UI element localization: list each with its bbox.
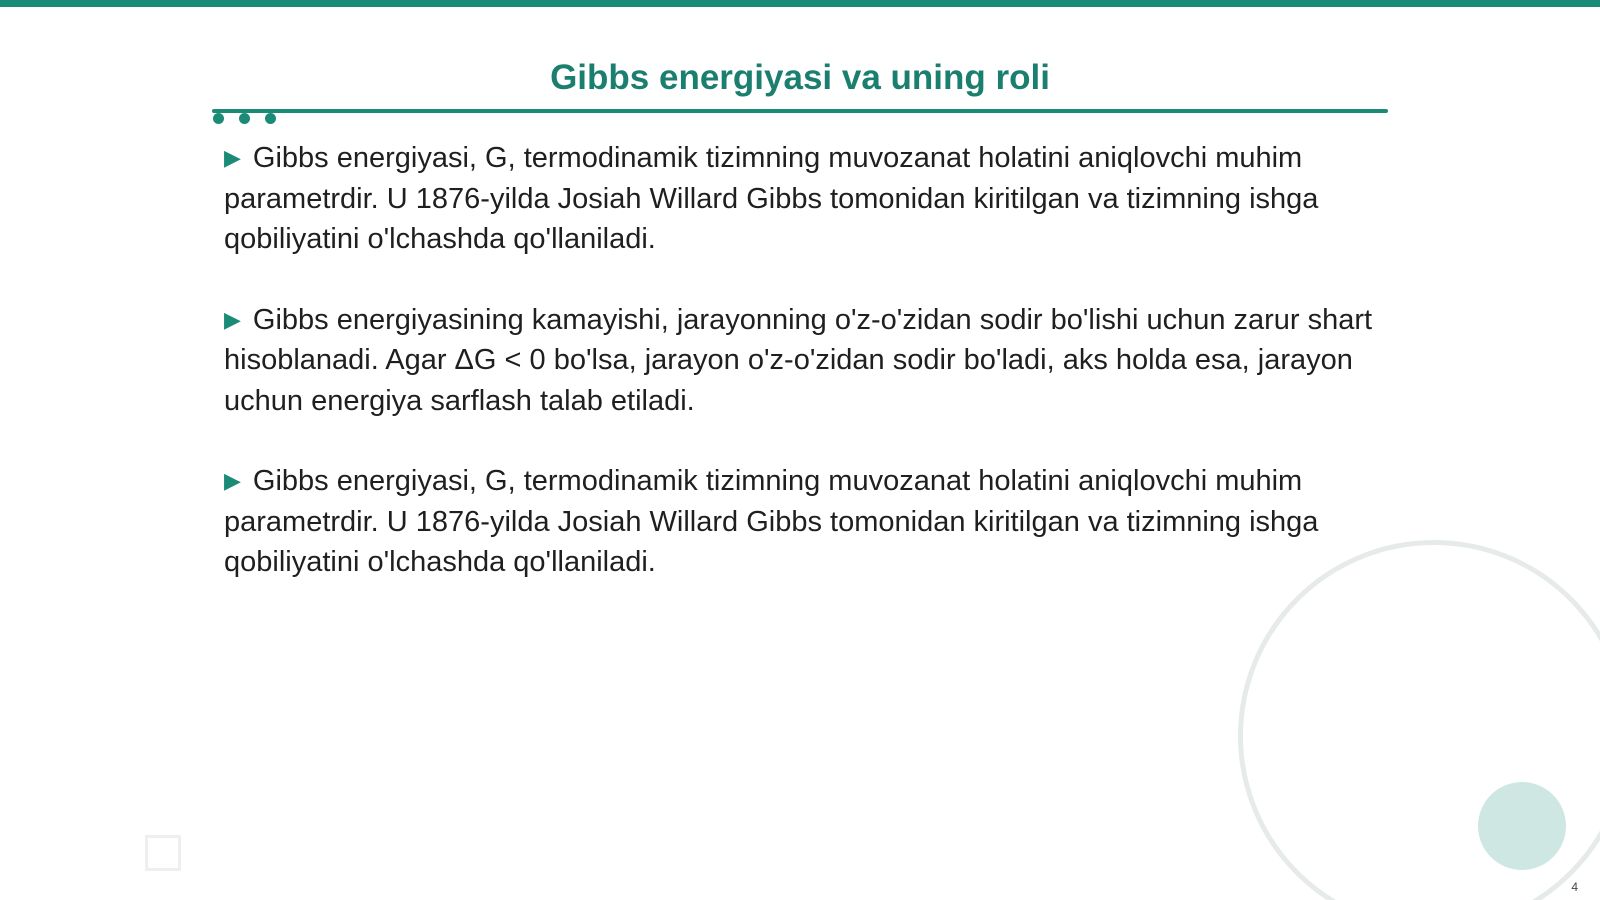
decor-dot: [213, 113, 224, 124]
bullet-text: Gibbs energiyasi, G, termodinamik tizimning muvozanat holatini aniqlovchi muhim parametrdir. U 1876-yilda Josiah Willard Gibbs tomonidan kiritilgan va tizimning ishga qobiliyatini o'lchashda qo'llaniladi.: [224, 142, 1319, 255]
slide-title: Gibbs energiyasi va uning roli: [550, 58, 1050, 97]
top-accent-bar: [0, 0, 1600, 7]
bullet-item: [224, 300, 1384, 422]
bullet-arrow-icon: ▶: [224, 468, 241, 493]
decor-square: [145, 835, 181, 871]
bullet-arrow-icon: ▶: [224, 306, 241, 332]
decor-circle: [1478, 782, 1566, 870]
bullet-text: Gibbs energiyasi, G, termodinamik tizimning muvozanat holatini aniqlovchi muhim parametrdir. U 1876-yilda Josiah Willard Gibbs tomonidan kiritilgan va tizimning ishga qobiliyatini o'lchashda qo'llaniladi.: [224, 465, 1319, 578]
bullet-item: [224, 138, 1384, 260]
page-number: 4: [1571, 880, 1578, 894]
bullet-list: [224, 138, 1384, 623]
title-underline: [212, 109, 1388, 113]
decor-dot: [239, 113, 250, 124]
bullet-item: [224, 461, 1384, 583]
bullet-arrow-icon: ▶: [224, 145, 241, 170]
decor-dot: [265, 113, 276, 124]
bullet-text: Gibbs energiyasining kamayishi, jarayonning o'z-o'zidan sodir bo'lishi uchun zarur shart hisoblanadi. Agar ΔG < 0 bo'lsa, jarayon o'z-o'zidan sodir bo'ladi, aks holda esa, jarayon uchun energiya sarflash talab etiladi.: [224, 303, 1373, 417]
